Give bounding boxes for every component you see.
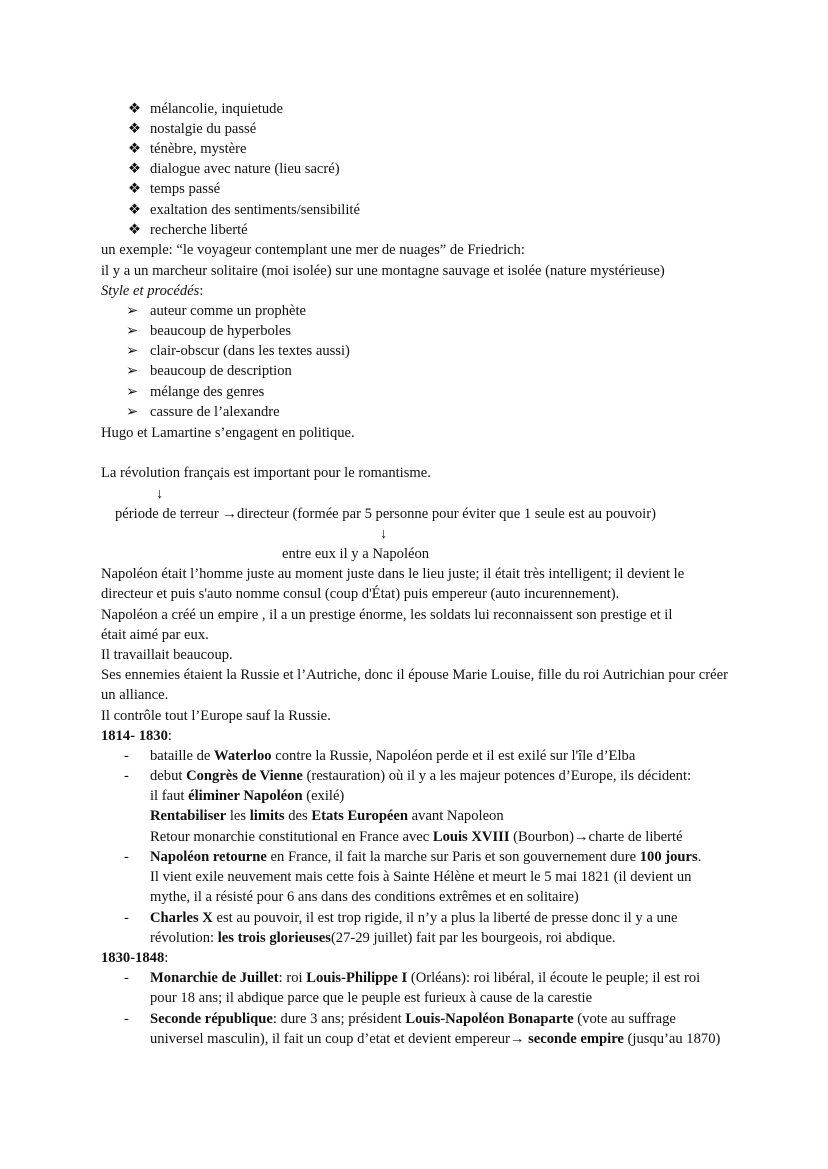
bold-run: Etats Européen <box>311 808 409 824</box>
style-item: beaucoup de hyperboles <box>150 323 292 339</box>
theme-item: dialogue avec nature (lieu sacré) <box>150 161 340 177</box>
style-item: auteur comme un prophète <box>150 303 307 319</box>
period-1-title: 1814- 1830 <box>101 728 168 744</box>
text-run: Retour monarchie constitutional en France avec <box>150 829 433 845</box>
arrow-bullet-icon: ➢ <box>126 343 139 359</box>
text-run: des <box>284 808 312 824</box>
style-item: cassure de l’alexandre <box>150 404 280 420</box>
period-1-colon: : <box>167 728 172 744</box>
diamond-bullet-icon: ❖ <box>128 202 142 218</box>
bold-run: Congrès de Vienne <box>186 768 303 784</box>
text-run: (Orléans): roi libéral, il écoute le peuple; il est roi pour 18 ans; il abdique parce que le peuple est furieux à cause de la carestie <box>150 970 701 1006</box>
arrow-bullet-icon: ➢ <box>126 323 139 339</box>
p1-item-retour-text: Il vient exile neuvement mais cette fois à Sainte Hélène et meurt le 5 mai 1821 (il devient un mythe, il a résisté pour 6 ans dans des conditions extrêmes et en solitaire) <box>150 869 692 905</box>
diamond-bullet-icon: ❖ <box>128 181 142 197</box>
dash-bullet-icon: - <box>124 1011 129 1027</box>
revolution-line: La révolution français est important pour le romantisme. <box>101 465 431 481</box>
napoleon-paragraph: Napoléon était l’homme juste au moment juste dans le lieu juste; il était très intelligent; il devient le directeur et puis s'auto nomme consul (coup d'État) puis empereur (auto incurennement). <box>101 566 685 602</box>
bold-run: seconde empire <box>528 1031 624 1047</box>
text-run: les <box>226 808 250 824</box>
bold-run: Louis-Napoléon Bonaparte <box>405 1011 574 1027</box>
text-run: avant Napoleon <box>408 808 504 824</box>
text-run: est au pouvoir, il est trop rigide, il n’y a plus la liberté de presse donc il y a une révolution: <box>150 910 678 946</box>
dash-bullet-icon: - <box>124 970 129 986</box>
bold-run: limits <box>249 808 285 824</box>
bold-run: Rentabiliser <box>150 808 227 824</box>
text-run: : dure 3 ans; président <box>272 1011 406 1027</box>
p2-item-juillet <box>150 968 730 1008</box>
arrow-bullet-icon: ➢ <box>126 363 139 379</box>
napoleon-between: entre eux il y a Napoléon <box>282 546 430 562</box>
text-run: (exilé) <box>302 788 345 804</box>
diamond-bullet-icon: ❖ <box>128 161 142 177</box>
dash-bullet-icon: - <box>124 849 129 865</box>
bold-run: Waterloo <box>214 748 272 764</box>
p1-item-charles <box>150 908 710 948</box>
dash-bullet-icon: - <box>124 748 129 764</box>
bold-run: 100 jours <box>639 849 698 865</box>
terreur-line: période de terreur →directeur (formée par 5 personne pour éviter que 1 seule est au pouvoir) <box>115 506 656 522</box>
text-run: il faut <box>150 788 189 804</box>
text-run: (jusqu’au 1870) <box>623 1031 721 1047</box>
text-run: bataille de <box>150 748 215 764</box>
style-item: clair-obscur (dans les textes aussi) <box>150 343 350 359</box>
politics-line: Hugo et Lamartine s’engagent en politique. <box>101 425 355 441</box>
p1-item-vienne-line1 <box>150 766 691 786</box>
theme-item: exaltation des sentiments/sensibilité <box>150 202 360 218</box>
down-arrow-icon: ↓ <box>380 526 388 542</box>
diamond-bullet-icon: ❖ <box>128 101 142 117</box>
arrow-bullet-icon: ➢ <box>126 404 139 420</box>
arrow-bullet-icon: ➢ <box>126 384 139 400</box>
text-run: (vote au suffrage universel masculin), il fait un coup d’etat et devient empereur→ <box>150 1011 676 1047</box>
style-item: beaucoup de description <box>150 363 292 379</box>
diamond-bullet-icon: ❖ <box>128 141 142 157</box>
text-run: debut <box>150 768 187 784</box>
theme-item: temps passé <box>150 181 221 197</box>
travail-line: Il travaillait beaucoup. <box>101 647 233 663</box>
theme-item: recherche liberté <box>150 222 248 238</box>
bold-run: Louis-Philippe I <box>306 970 408 986</box>
bold-run: Napoléon retourne <box>150 849 267 865</box>
p1-item-vienne-line3 <box>150 806 504 826</box>
bold-run: Louis XVIII <box>432 829 510 845</box>
diamond-bullet-icon: ❖ <box>128 121 142 137</box>
period-1-heading <box>101 726 172 746</box>
period-2-colon: : <box>164 950 169 966</box>
dash-bullet-icon: - <box>124 910 129 926</box>
text-run: : roi <box>278 970 307 986</box>
style-heading <box>101 281 203 301</box>
bold-run: éliminer Napoléon <box>188 788 303 804</box>
theme-item: nostalgie du passé <box>150 121 257 137</box>
style-item: mélange des genres <box>150 384 265 400</box>
style-title: Style et procédés <box>101 283 200 299</box>
style-colon: : <box>199 283 204 299</box>
p1-item-vienne-line4 <box>150 827 683 847</box>
diamond-bullet-icon: ❖ <box>128 222 142 238</box>
p1-item-retour-line1 <box>150 847 701 867</box>
text-run: contre la Russie, Napoléon perde et il est exilé sur l'île d’Elba <box>271 748 636 764</box>
example-line: un exemple: “le voyageur contemplant une mer de nuages” de Friedrich: <box>101 242 525 258</box>
p1-item-vienne-line2 <box>150 786 344 806</box>
bold-run: Monarchie de Juillet <box>150 970 279 986</box>
down-arrow-icon: ↓ <box>156 486 164 502</box>
text-run: (27-29 juillet) fait par les bourgeois, roi abdique. <box>330 930 616 946</box>
bold-run: les trois glorieuses <box>217 930 331 946</box>
theme-item: mélancolie, inquietude <box>150 101 283 117</box>
empire-paragraph: Napoléon a créé un empire , il a un prestige énorme, les soldats lui reconnaissent son prestige et il était aimé par eux. <box>101 607 673 643</box>
arrow-bullet-icon: ➢ <box>126 303 139 319</box>
bold-run: Seconde république <box>150 1011 273 1027</box>
example-description: il y a un marcheur solitaire (moi isolée) sur une montagne sauvage et isolée (nature mystérieuse) <box>101 263 665 279</box>
p1-item-waterloo <box>150 746 635 766</box>
theme-item: ténèbre, mystère <box>150 141 247 157</box>
controle-line: Il contrôle tout l’Europe sauf la Russie. <box>101 708 331 724</box>
bold-run: Charles X <box>150 910 213 926</box>
text-run: . <box>697 849 702 865</box>
dash-bullet-icon: - <box>124 768 129 784</box>
ennemies-paragraph: Ses ennemies étaient la Russie et l’Autriche, donc il épouse Marie Louise, fille du roi Autrichian pour créer un alliance. <box>101 667 728 703</box>
period-2-title: 1830-1848 <box>101 950 165 966</box>
text-run: (restauration) où il y a les majeur potences d’Europe, ils décident: <box>302 768 692 784</box>
period-2-heading <box>101 948 168 968</box>
text-run: (Bourbon)→charte de liberté <box>509 829 683 845</box>
text-run: en France, il fait la marche sur Paris et son gouvernement dure <box>266 849 640 865</box>
p2-item-republique <box>150 1009 722 1049</box>
